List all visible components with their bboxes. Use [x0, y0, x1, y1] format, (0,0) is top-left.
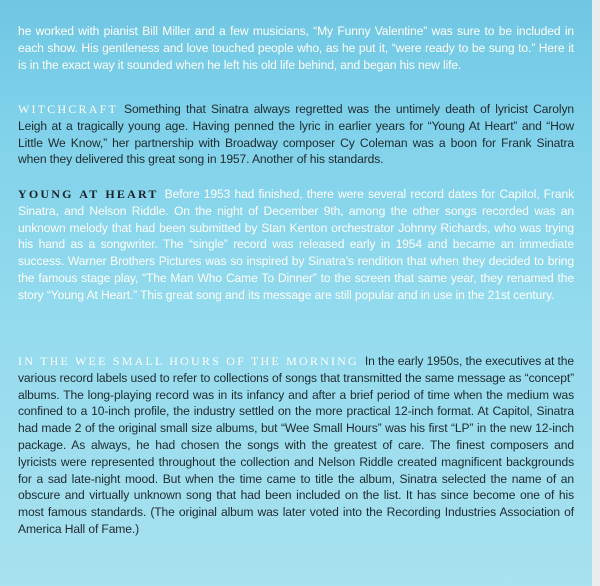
wee-small-hours-paragraph	[18, 353, 574, 538]
young-at-heart-text: Before 1953 had finished, there were several record dates for Capitol, Frank Sinatra, and Nelson Riddle. On the night of December 9th, among the other songs recorded was an unknown melody that had been submitted by Stan Kenton orchestrator Johnny Richards, who was trying his hand as a songwriter. The “single” record was released early in 1954 and became an immediate success. Warner Brothers Pictures was so inspired by Sinatra’s rendition that when they decided to bring the famous stage play, “The Man Who Came To Dinner” to the screen that same year, they renamed the story “Young At Heart.” This great song and its message are still popular and in use in the 21st century.	[18, 187, 574, 302]
witchcraft-paragraph	[18, 101, 574, 168]
wee-small-hours-heading: IN THE WEE SMALL HOURS OF THE MORNING	[18, 354, 359, 368]
young-at-heart-paragraph	[18, 186, 574, 304]
intro-paragraph	[18, 23, 574, 73]
witchcraft-heading: WITCHCRAFT	[18, 102, 118, 116]
wee-small-hours-text: In the early 1950s, the executives at the various record labels used to refer to collections of songs that transmitted the same message as “concept” albums. The long-playing record was in its infancy and after a brief period of time when the medium was confined to a 10-inch profile, the industry settled on the more practical 12-inch format. At Capitol, Sinatra had made 2 of the original small size albums, but “Wee Small Hours” was his first “LP” in the new 12-inch package. As always, he had chosen the songs with the greatest of care. The finest composers and lyricists were represented throughout the collection and Nelson Riddle created magnificent backgrounds for a sad late-night mood. But when the time came to title the album, Sinatra selected the name of an obscure and virtually unknown song that had been included on the list. It has since become one of his most famous standards. (The original album was later voted into the Recording Industries Association of America Hall of Fame.)	[18, 354, 574, 536]
page-edge	[592, 0, 600, 586]
witchcraft-text: Something that Sinatra always regretted was the untimely death of lyricist Carolyn Leigh at a tragically young age. Having penned the lyric in earlier years for “Young At Heart” and “How Little We Know,” her partnership with Broadway composer Cy Coleman was a boon for Frank Sinatra when they delivered this great song in 1957. Another of his standards.	[18, 102, 574, 167]
young-at-heart-heading: YOUNG AT HEART	[18, 187, 159, 201]
intro-text: he worked with pianist Bill Miller and a few musicians, “My Funny Valentine” was sure to be included in each show. His gentleness and love touched people who, as he put it, “were ready to be sung to.” Here it is in the exact way it sounded when he left his old life behind, and began his new life.	[18, 24, 574, 72]
